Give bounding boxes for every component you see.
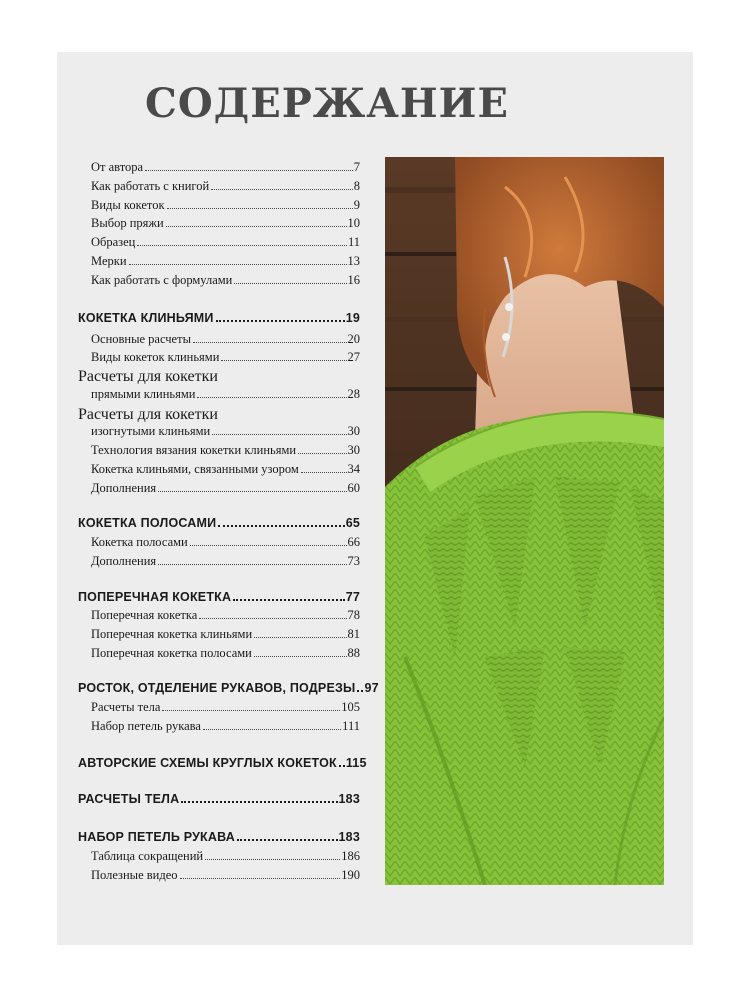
toc-entry-label: Кокетка полосами: [91, 535, 188, 549]
toc-entry[interactable]: [78, 198, 360, 213]
dot-leader: [203, 729, 341, 730]
toc-entry-label: Кокетка клиньями, связанными узором: [91, 462, 299, 476]
toc-entry-label: КОКЕТКА КЛИНЬЯМИ: [78, 311, 214, 325]
toc-entry-label: РОСТОК, ОТДЕЛЕНИЕ РУКАВОВ, ПОДРЕЗЫ: [78, 681, 356, 695]
toc-entry-label: Виды кокеток клиньями: [91, 350, 220, 364]
toc-entry[interactable]: [78, 700, 360, 715]
toc-page-number: 105: [341, 700, 360, 714]
toc-entry[interactable]: [78, 235, 360, 250]
toc-entry[interactable]: [78, 179, 360, 194]
toc-entry[interactable]: [78, 216, 360, 231]
toc-entry[interactable]: [78, 368, 360, 386]
toc-page-number: 9: [353, 198, 360, 212]
toc-page-number: 7: [353, 160, 360, 174]
toc-entry[interactable]: [78, 868, 360, 883]
toc-entry[interactable]: [78, 332, 360, 347]
dot-leader: [221, 360, 346, 361]
toc-section[interactable]: [78, 756, 367, 770]
toc-page-number: 8: [353, 179, 360, 193]
toc-section[interactable]: [78, 590, 360, 604]
toc-entry-label: прямыми клиньями: [91, 387, 196, 401]
toc-entry-label: Технология вязания кокетки клиньями: [91, 443, 297, 457]
toc-page-number: 30: [347, 424, 360, 438]
toc-entry[interactable]: [78, 719, 360, 734]
toc-entry[interactable]: [78, 554, 360, 569]
toc-entry-label: Расчеты для кокетки: [78, 406, 218, 423]
toc-entry-label: Расчеты тела: [91, 700, 161, 714]
dot-leader: [181, 801, 337, 803]
toc-page-number: 27: [347, 350, 360, 364]
dot-leader: [199, 618, 346, 619]
toc-entry-label: Расчеты для кокетки: [78, 368, 218, 385]
dot-leader: [211, 189, 353, 190]
dot-leader: [193, 342, 347, 343]
toc-entry-label: Основные расчеты: [91, 332, 191, 346]
toc-entry-label: Как работать с формулами: [91, 273, 233, 287]
toc-section[interactable]: [78, 830, 360, 844]
toc-entry[interactable]: [78, 627, 360, 642]
toc-entry[interactable]: [78, 462, 360, 477]
toc-page-number: 183: [338, 792, 360, 806]
toc-entry-label: КОКЕТКА ПОЛОСАМИ: [78, 516, 217, 530]
dot-leader: [212, 434, 346, 435]
toc-page-number: 73: [347, 554, 360, 568]
toc-entry-label: Дополнения: [91, 481, 157, 495]
toc-entry-label: Дополнения: [91, 554, 157, 568]
toc-entry[interactable]: [78, 160, 360, 175]
toc-entry-label: АВТОРСКИЕ СХЕМЫ КРУГЛЫХ КОКЕТОК: [78, 756, 337, 770]
dot-leader: [166, 226, 347, 227]
toc-page-number: 34: [347, 462, 360, 476]
dot-leader: [254, 637, 346, 638]
dot-leader: [298, 453, 346, 454]
toc-page-number: 111: [342, 719, 360, 733]
dot-leader: [129, 264, 347, 265]
dot-leader: [162, 710, 340, 711]
toc-page-number: 30: [347, 443, 360, 457]
dot-leader: [216, 320, 345, 322]
toc-page-number: 183: [338, 830, 360, 844]
toc-entry[interactable]: [78, 273, 360, 288]
toc-entry-label: РАСЧЕТЫ ТЕЛА: [78, 792, 180, 806]
toc-entry-label: ПОПЕРЕЧНАЯ КОКЕТКА: [78, 590, 232, 604]
toc-entry-label: Виды кокеток: [91, 198, 165, 212]
toc-entry-label: Поперечная кокетка: [91, 608, 198, 622]
toc-entry-label: Таблица сокращений: [91, 849, 204, 863]
toc-entry-label: Поперечная кокетка полосами: [91, 646, 252, 660]
toc-page-number: 115: [345, 756, 367, 770]
toc-page-number: 11: [347, 235, 360, 249]
toc-entry-label: Набор петель рукава: [91, 719, 201, 733]
toc-entry[interactable]: [78, 443, 360, 458]
toc-section[interactable]: [78, 311, 360, 325]
toc-page-number: 10: [347, 216, 360, 230]
toc-section[interactable]: [78, 516, 360, 530]
toc-page-number: 28: [347, 387, 360, 401]
dot-leader: [233, 599, 344, 601]
toc-page-number: 81: [347, 627, 360, 641]
toc-entry-label: От автора: [91, 160, 144, 174]
dot-leader: [190, 545, 347, 546]
toc-entry[interactable]: [78, 535, 360, 550]
dot-leader: [167, 208, 353, 209]
toc-entry-label: Образец: [91, 235, 136, 249]
dot-leader: [180, 878, 341, 879]
toc-entry[interactable]: [78, 481, 360, 496]
toc-page-number: 60: [347, 481, 360, 495]
dot-leader: [137, 245, 347, 246]
toc-page-number: 66: [347, 535, 360, 549]
dot-leader: [234, 283, 346, 284]
toc-entry-label: НАБОР ПЕТЕЛЬ РУКАВА: [78, 830, 235, 844]
dot-leader: [145, 170, 353, 171]
toc-page-number: 97: [364, 681, 379, 695]
toc-entry[interactable]: [78, 406, 360, 424]
toc-entry-label: Выбор пряжи: [91, 216, 164, 230]
dot-leader: [158, 564, 346, 565]
toc-entry[interactable]: [78, 646, 360, 661]
toc-page-number: 16: [347, 273, 360, 287]
toc-page-number: 186: [341, 849, 360, 863]
toc-entry-label: Мерки: [91, 254, 127, 268]
dot-leader: [158, 491, 346, 492]
toc-entry[interactable]: [78, 254, 360, 269]
toc-entry-label: Поперечная кокетка клиньями: [91, 627, 253, 641]
toc-page-number: 88: [347, 646, 360, 660]
dot-leader: [357, 690, 363, 692]
toc-page-number: 77: [345, 590, 360, 604]
toc-entry[interactable]: [78, 849, 360, 864]
dot-leader: [301, 472, 347, 473]
toc-entry[interactable]: [78, 387, 360, 402]
toc-page-number: 20: [347, 332, 360, 346]
dot-leader: [237, 839, 338, 841]
toc-section[interactable]: [78, 681, 379, 695]
toc-entry[interactable]: [78, 350, 360, 365]
dot-leader: [339, 765, 345, 767]
dot-leader: [197, 397, 346, 398]
toc-page-number: 78: [347, 608, 360, 622]
photo-green-sweater: [385, 157, 664, 885]
toc-page-number: 190: [341, 868, 360, 882]
page-title: СОДЕРЖАНИЕ: [145, 80, 509, 127]
toc-entry-label: Как работать с книгой: [91, 179, 210, 193]
dot-leader: [205, 859, 340, 860]
toc-entry-label: изогнутыми клиньями: [91, 424, 211, 438]
toc-entry[interactable]: [78, 424, 360, 439]
toc-page-number: 65: [345, 516, 360, 530]
toc-page-number: 19: [345, 311, 360, 325]
dot-leader: [254, 656, 347, 657]
toc-page-number: 13: [347, 254, 360, 268]
toc-entry[interactable]: [78, 608, 360, 623]
toc-section[interactable]: [78, 792, 360, 806]
dot-leader: [218, 525, 344, 527]
toc-entry-label: Полезные видео: [91, 868, 178, 882]
